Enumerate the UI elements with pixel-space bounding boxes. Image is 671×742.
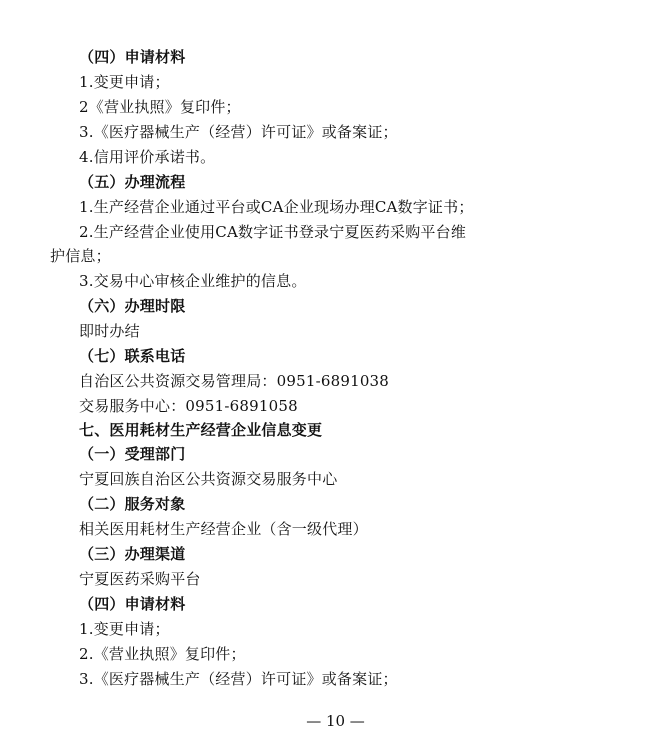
list-item: 2《营业执照》复印件；	[79, 98, 241, 116]
paragraph: 宁夏回族自治区公共资源交易服务中心	[79, 470, 338, 488]
section-heading-materials-2: （四）申请材料	[79, 595, 186, 613]
section-heading-process: （五）办理流程	[79, 173, 186, 191]
section-heading-materials: （四）申请材料	[79, 48, 186, 66]
chapter-title: 七、医用耗材生产经营企业信息变更	[79, 421, 323, 439]
section-heading-channel: （三）办理渠道	[79, 545, 186, 563]
section-heading-contact: （七）联系电话	[79, 347, 186, 365]
list-item: 1.变更申请；	[79, 73, 170, 91]
contact-line: 交易服务中心：0951-6891058	[79, 397, 298, 415]
list-item: 3.《医疗器械生产（经营）许可证》或备案证；	[79, 670, 398, 688]
list-item: 1.变更申请；	[79, 620, 170, 638]
paragraph: 宁夏医药采购平台	[79, 570, 201, 588]
section-heading-service-target: （二）服务对象	[79, 495, 186, 513]
list-item: 3.《医疗器械生产（经营）许可证》或备案证；	[79, 123, 398, 141]
list-item: 4.信用评价承诺书。	[79, 148, 216, 166]
contact-line: 自治区公共资源交易管理局：0951-6891038	[79, 372, 390, 390]
list-item: 3.交易中心审核企业维护的信息。	[79, 272, 307, 290]
list-item: 2.生产经营企业使用CA数字证书登录宁夏医药采购平台维	[79, 223, 467, 241]
list-item: 2.《营业执照》复印件；	[79, 645, 246, 663]
list-item-continuation: 护信息；	[50, 247, 111, 265]
list-item: 1.生产经营企业通过平台或CA企业现场办理CA数字证书；	[79, 198, 474, 216]
page-number: — 10 —	[306, 712, 365, 730]
section-heading-time-limit: （六）办理时限	[79, 297, 186, 315]
section-heading-department: （一）受理部门	[79, 445, 186, 463]
paragraph: 即时办结	[79, 322, 140, 340]
paragraph: 相关医用耗材生产经营企业（含一级代理）	[79, 520, 368, 538]
